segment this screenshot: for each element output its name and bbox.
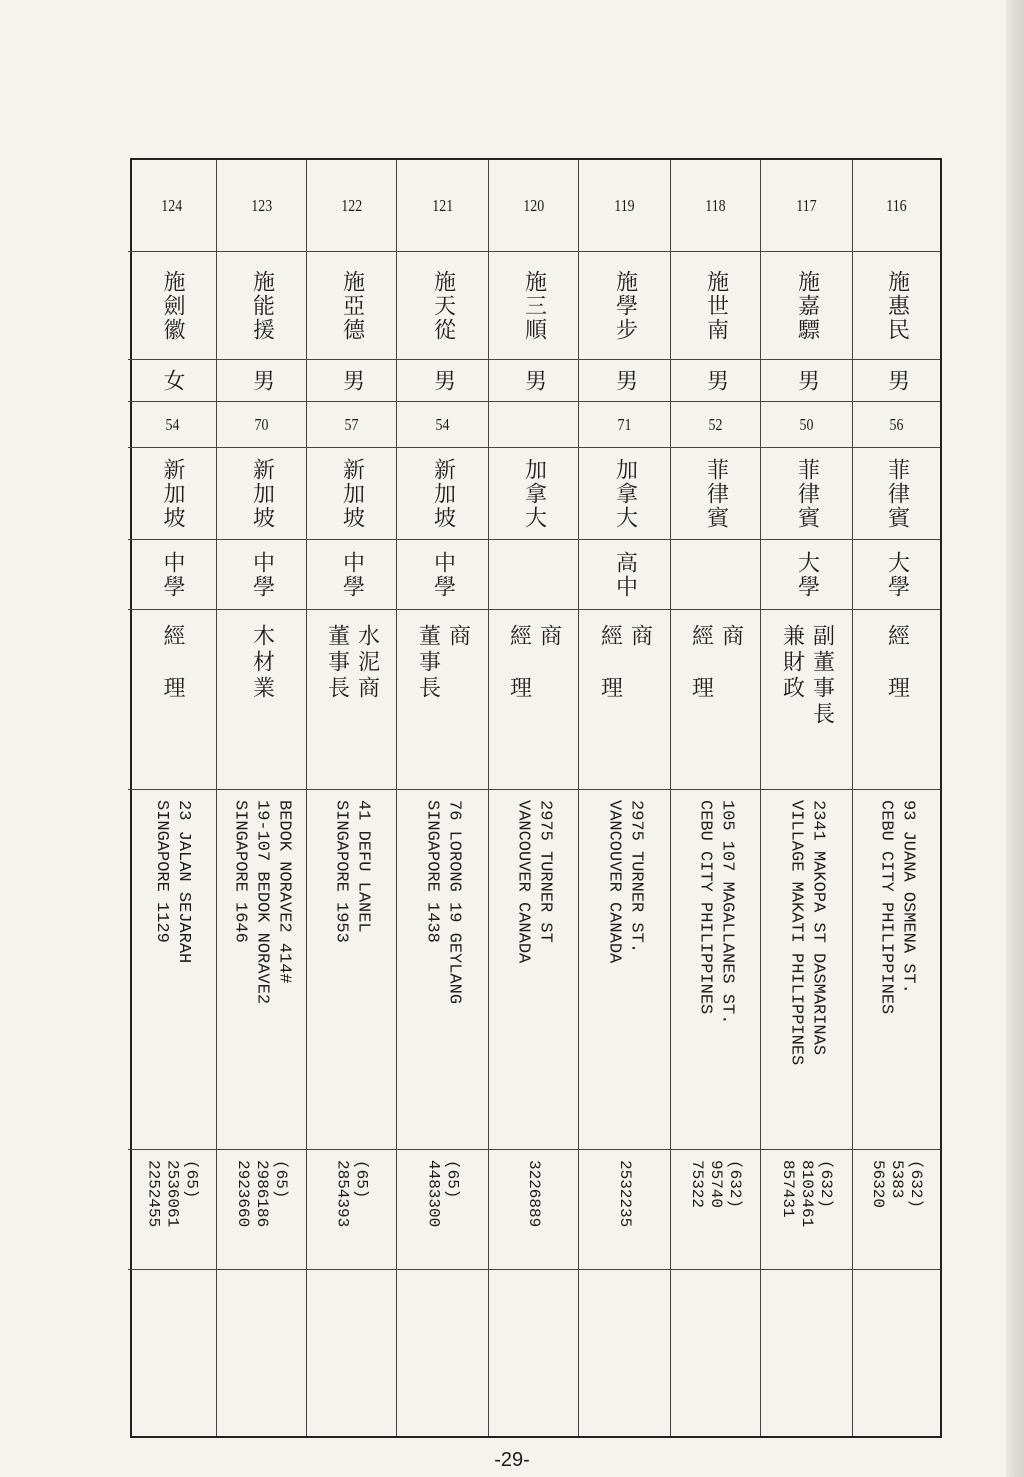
residence-country: 新加坡	[339, 457, 365, 530]
address	[229, 790, 295, 1004]
member-name-cell	[671, 252, 760, 360]
education-level: 大學	[884, 550, 910, 599]
telephone-line: 8103461	[798, 1160, 816, 1228]
address-line: 76 LORONG 19 GEYLANG	[444, 800, 464, 1005]
remarks-cell	[217, 1270, 306, 1436]
member-sex-cell	[671, 360, 760, 402]
telephone-line: (632)	[726, 1160, 744, 1209]
address	[421, 790, 465, 1004]
member-sex-cell	[489, 360, 578, 402]
education-level-cell	[397, 540, 488, 610]
member-age: 56	[889, 414, 904, 434]
address-cell	[853, 790, 940, 1150]
address-line: VANCOUVER CANADA	[513, 800, 533, 964]
member-age: 54	[165, 414, 179, 434]
residence-country-cell	[307, 448, 396, 540]
member-sex: 男	[794, 368, 820, 393]
member-sex-cell	[128, 360, 216, 402]
telephone-cell	[761, 1150, 852, 1270]
telephone-line: (632)	[817, 1160, 835, 1209]
member-sex: 男	[884, 368, 910, 393]
residence-country-cell	[761, 448, 852, 540]
member-name: 施天從	[430, 269, 456, 342]
occupation	[247, 610, 277, 702]
page-edge-shadow	[1006, 0, 1024, 1477]
member-sex-cell	[853, 360, 940, 402]
occupation-cell	[397, 610, 488, 790]
occupation-line: 經 理	[688, 624, 714, 702]
residence-country-cell	[217, 448, 306, 540]
member-name: 施惠民	[884, 269, 910, 342]
education-level-cell	[307, 540, 396, 610]
serial-number: 121	[432, 195, 453, 215]
remarks-cell	[397, 1270, 488, 1436]
education-level: 中學	[160, 550, 185, 599]
member-age-cell	[307, 402, 396, 448]
member-name: 施能援	[249, 269, 275, 342]
address-line: 2975 TURNER ST.	[626, 800, 646, 954]
address-cell	[489, 790, 578, 1150]
occupation-line: 商	[718, 624, 744, 650]
residence-country-cell	[671, 448, 760, 540]
occupation	[322, 610, 382, 702]
serial-number-cell	[761, 160, 852, 252]
member-name-cell	[761, 252, 852, 360]
education-level-cell	[671, 540, 760, 610]
occupation-cell	[579, 610, 670, 790]
occupation-cell	[217, 610, 306, 790]
education-level: 中學	[339, 550, 365, 599]
telephone	[615, 1150, 634, 1227]
telephone-line: 75322	[688, 1160, 706, 1209]
serial-number-cell	[579, 160, 670, 252]
telephone	[233, 1150, 290, 1227]
occupation-line: 商	[536, 624, 562, 650]
member-sex: 男	[430, 368, 456, 393]
occupation-line: 經 理	[506, 624, 532, 702]
serial-number: 122	[341, 195, 362, 215]
occupation	[504, 610, 564, 702]
address-line: SINGAPORE 1438	[422, 800, 442, 943]
telephone-line: (65)	[272, 1160, 290, 1199]
remarks-cell	[489, 1270, 578, 1436]
telephone-line: 2986186	[253, 1160, 271, 1228]
member-age-cell	[761, 402, 852, 448]
telephone-line: 5383	[888, 1160, 906, 1199]
member-sex-cell	[307, 360, 396, 402]
education-level-cell	[853, 540, 940, 610]
occupation-line: 商	[445, 624, 471, 650]
serial-number-cell	[489, 160, 578, 252]
address-line: 41 DEFU LANEL	[353, 800, 373, 933]
member-name: 施學步	[612, 269, 638, 342]
record-column-121	[396, 160, 488, 1436]
member-sex: 男	[612, 368, 638, 393]
page-number: -29-	[494, 1449, 530, 1471]
residence-country-cell	[128, 448, 216, 540]
education-level: 中學	[249, 550, 275, 599]
education-level: 中學	[430, 550, 456, 599]
education-level: 高中	[612, 550, 638, 599]
member-age: 50	[799, 414, 814, 434]
telephone-cell	[397, 1150, 488, 1270]
serial-number: 117	[796, 195, 817, 215]
member-name-cell	[853, 252, 940, 360]
address-line: SINGAPORE 1953	[331, 800, 351, 943]
record-column-118	[670, 160, 760, 1436]
telephone	[424, 1150, 462, 1227]
telephone-line: 2536061	[163, 1160, 182, 1228]
address-cell	[671, 790, 760, 1150]
member-sex-cell	[579, 360, 670, 402]
member-sex-cell	[397, 360, 488, 402]
telephone-line: 95740	[707, 1160, 725, 1209]
record-column-123	[216, 160, 306, 1436]
occupation-cell	[853, 610, 940, 790]
address-cell	[128, 790, 216, 1150]
address-cell	[579, 790, 670, 1150]
member-name: 施世南	[703, 269, 729, 342]
record-column-116	[852, 160, 940, 1436]
member-sex: 女	[160, 368, 185, 393]
member-age-cell	[853, 402, 940, 448]
member-age: 57	[344, 414, 359, 434]
address-line: VILLAGE MAKATI PHILIPPINES	[786, 800, 806, 1066]
member-age-cell	[217, 402, 306, 448]
telephone	[687, 1150, 744, 1208]
member-register-table	[130, 158, 942, 1438]
occupation-line: 副董事長	[809, 624, 835, 728]
member-sex-cell	[761, 360, 852, 402]
serial-number: 119	[614, 195, 635, 215]
occupation-cell	[489, 610, 578, 790]
address-line: 93 JUANA OSMENA ST.	[898, 800, 918, 994]
member-sex: 男	[249, 368, 275, 393]
remarks-cell	[579, 1270, 670, 1436]
telephone	[144, 1150, 201, 1227]
serial-number-cell	[307, 160, 396, 252]
telephone-line: (65)	[352, 1160, 371, 1199]
member-age: 70	[254, 414, 269, 434]
telephone-cell	[307, 1150, 396, 1270]
telephone-line: 4483300	[424, 1160, 443, 1228]
member-name-cell	[307, 252, 396, 360]
occupation	[595, 610, 655, 702]
occupation	[413, 610, 473, 702]
residence-country-cell	[579, 448, 670, 540]
member-name-cell	[217, 252, 306, 360]
member-age: 52	[708, 414, 723, 434]
address	[150, 790, 194, 963]
residence-country: 加拿大	[521, 457, 547, 530]
occupation-line: 經 理	[597, 624, 623, 702]
occupation-line: 經 理	[884, 624, 910, 702]
residence-country: 菲律賓	[884, 457, 910, 530]
member-sex: 男	[521, 368, 547, 393]
serial-number-cell	[853, 160, 940, 252]
telephone	[524, 1150, 543, 1227]
telephone-cell	[217, 1150, 306, 1270]
education-level-cell	[761, 540, 852, 610]
address	[603, 790, 647, 963]
member-name: 施劍徽	[160, 269, 185, 342]
address	[875, 790, 919, 1014]
education-level: 大學	[794, 550, 820, 599]
member-age-cell	[671, 402, 760, 448]
telephone-line: 857431	[779, 1160, 797, 1218]
address-line: 105 107 MAGALLANES ST.	[717, 800, 737, 1025]
occupation-line: 商	[627, 624, 653, 650]
occupation-line: 經 理	[160, 624, 185, 702]
occupation	[157, 610, 187, 702]
telephone-line: 2923660	[234, 1160, 252, 1228]
telephone-line: 2532235	[616, 1160, 634, 1228]
residence-country-cell	[853, 448, 940, 540]
telephone-line: (65)	[182, 1160, 201, 1199]
member-age-cell	[579, 402, 670, 448]
member-age-cell	[128, 402, 216, 448]
address-cell	[307, 790, 396, 1150]
residence-country-cell	[397, 448, 488, 540]
address	[330, 790, 374, 943]
address-line: 2975 TURNER ST	[535, 800, 555, 943]
member-name: 施三順	[521, 269, 547, 342]
member-age: 54	[435, 414, 450, 434]
remarks-cell	[307, 1270, 396, 1436]
telephone-line: (632)	[907, 1160, 925, 1209]
occupation-cell	[307, 610, 396, 790]
serial-number: 120	[523, 195, 544, 215]
member-name-cell	[579, 252, 670, 360]
residence-country: 新加坡	[249, 457, 275, 530]
occupation-cell	[671, 610, 760, 790]
telephone-cell	[671, 1150, 760, 1270]
address-line: CEBU CITY PHILIPPINES	[876, 800, 896, 1015]
telephone-cell	[128, 1150, 216, 1270]
occupation-line: 董事長	[415, 624, 441, 702]
telephone-cell	[489, 1150, 578, 1270]
remarks-cell	[761, 1270, 852, 1436]
occupation-line: 木材業	[249, 624, 275, 702]
education-level-cell	[217, 540, 306, 610]
member-age: 71	[617, 414, 632, 434]
address-line: CEBU CITY PHILIPPINES	[695, 800, 715, 1015]
member-sex: 男	[703, 368, 729, 393]
residence-country: 加拿大	[612, 457, 638, 530]
address-line: SINGAPORE 1129	[152, 800, 171, 943]
remarks-cell	[853, 1270, 940, 1436]
record-column-122	[306, 160, 396, 1436]
education-level-cell	[579, 540, 670, 610]
residence-country: 菲律賓	[703, 457, 729, 530]
telephone-cell	[579, 1150, 670, 1270]
serial-number: 124	[161, 195, 183, 215]
member-name-cell	[397, 252, 488, 360]
address-cell	[761, 790, 852, 1150]
member-age-cell	[397, 402, 488, 448]
telephone	[868, 1150, 925, 1208]
residence-country: 新加坡	[160, 457, 185, 530]
record-column-117	[760, 160, 852, 1436]
serial-number-cell	[397, 160, 488, 252]
telephone-line: 2854393	[333, 1160, 352, 1228]
member-name-cell	[128, 252, 216, 360]
member-sex: 男	[339, 368, 365, 393]
member-name: 施嘉驃	[794, 269, 820, 342]
telephone-line: 3226889	[525, 1160, 543, 1228]
remarks-cell	[128, 1270, 216, 1436]
member-sex-cell	[217, 360, 306, 402]
serial-number: 118	[705, 195, 726, 215]
address	[512, 790, 556, 963]
address	[694, 790, 738, 1024]
remarks-cell	[671, 1270, 760, 1436]
record-column-124	[128, 160, 216, 1436]
address-line: BEDOK NORAVE2 414#	[274, 800, 294, 984]
occupation	[777, 610, 837, 728]
serial-number-cell	[217, 160, 306, 252]
address-line: VANCOUVER CANADA	[604, 800, 624, 964]
address-line: SINGAPORE 1646	[230, 800, 250, 943]
residence-country: 菲律賓	[794, 457, 820, 530]
telephone-cell	[853, 1150, 940, 1270]
address	[785, 790, 829, 1065]
serial-number: 116	[886, 195, 907, 215]
telephone	[333, 1150, 371, 1227]
record-column-120	[488, 160, 578, 1436]
occupation	[882, 610, 912, 702]
telephone	[778, 1150, 835, 1227]
telephone-line: (65)	[443, 1160, 462, 1199]
occupation-cell	[761, 610, 852, 790]
occupation-line: 董事長	[324, 624, 350, 702]
serial-number: 123	[251, 195, 272, 215]
telephone-line: 56320	[869, 1160, 887, 1209]
occupation-line: 水泥商	[354, 624, 380, 702]
occupation-cell	[128, 610, 216, 790]
telephone-line: 2252455	[144, 1160, 163, 1228]
record-column-119	[578, 160, 670, 1436]
residence-country: 新加坡	[430, 457, 456, 530]
serial-number-cell	[671, 160, 760, 252]
occupation	[686, 610, 746, 702]
address-cell	[217, 790, 306, 1150]
member-name-cell	[489, 252, 578, 360]
serial-number-cell	[128, 160, 216, 252]
member-age-cell	[489, 402, 578, 448]
education-level-cell	[128, 540, 216, 610]
education-level-cell	[489, 540, 578, 610]
address-line: 23 JALAN SEJARAH	[174, 800, 193, 964]
address-line: 19-107 BEDOK NORAVE2	[252, 800, 272, 1005]
address-line: 2341 MAKOPA ST DASMARINAS	[808, 800, 828, 1056]
occupation-line: 兼財政	[779, 624, 805, 702]
address-cell	[397, 790, 488, 1150]
residence-country-cell	[489, 448, 578, 540]
member-name: 施亞德	[339, 269, 365, 342]
